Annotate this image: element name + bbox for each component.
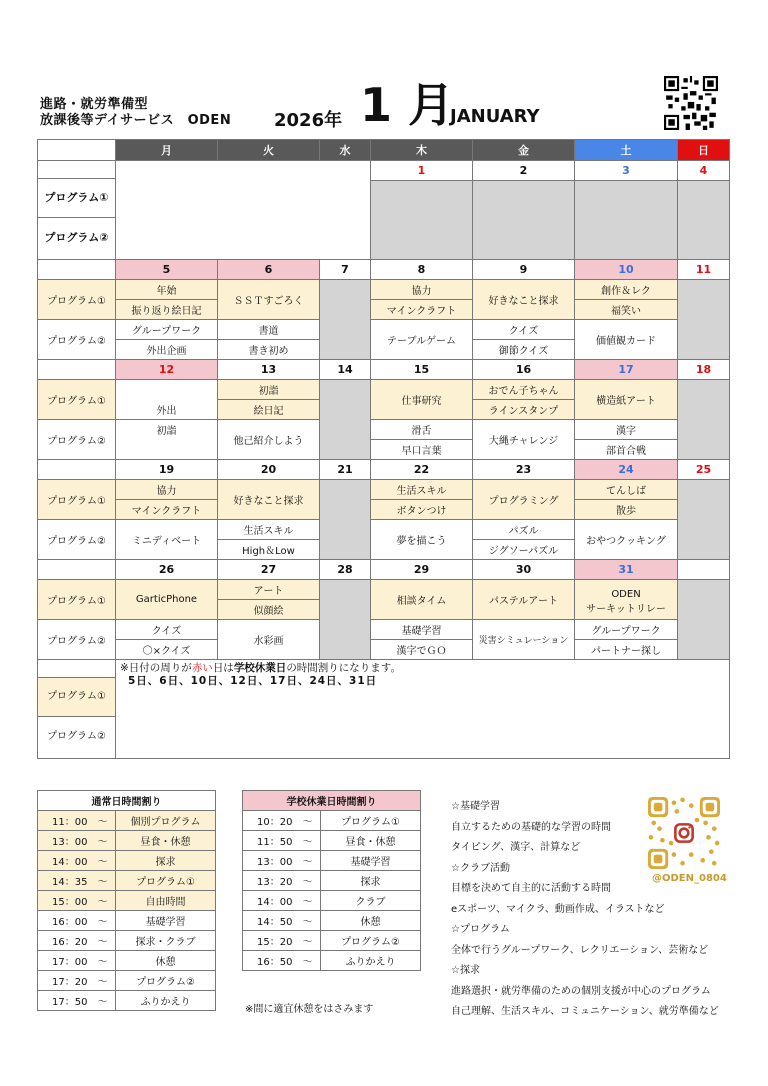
- break-note: ※間に適宜休憩をはさみます: [245, 1004, 374, 1015]
- program-item: ＳＳＴすごろく: [218, 280, 320, 320]
- program-item: ラインスタンプ: [473, 400, 575, 420]
- program-item: ミニディベート: [116, 520, 218, 560]
- program-item: 部首合戦: [575, 440, 678, 460]
- club-desc-2: eスポーツ、マイクラ、動画作成、イラストなど: [451, 903, 665, 915]
- note-prefix: ※日付の周りが: [120, 662, 192, 674]
- weekday-mon: 月: [116, 140, 218, 161]
- program-item: 仕事研究: [371, 380, 473, 420]
- weekday-fri: 金: [473, 140, 575, 161]
- program-item: 価値観カード: [575, 320, 678, 360]
- date-24: 24: [575, 460, 678, 480]
- program-item: GarticPhone: [116, 580, 218, 620]
- instagram-handle: @ODEN_0804: [652, 873, 727, 884]
- schedule-time: 17：50 ～: [38, 991, 116, 1011]
- weekday-header-row: [38, 140, 730, 161]
- week3-program2-label: プログラム②: [38, 420, 116, 460]
- week4-program1-label: プログラム①: [38, 480, 116, 520]
- week4-date-row: [38, 460, 730, 480]
- program-item: 振り返り絵日記: [116, 300, 218, 320]
- program-item: パートナー探し: [575, 640, 678, 660]
- schedule-time: 13：00 ～: [38, 831, 116, 851]
- normal-day-schedule: [37, 790, 216, 1011]
- schedule-item: ふりかえり: [321, 951, 421, 971]
- org-line-1: 進路・就労準備型: [40, 97, 149, 112]
- inquiry-desc-2: 自己理解、生活スキル、コミュニケーション、就労準備など: [451, 1006, 719, 1017]
- schedule-item: 基礎学習: [321, 851, 421, 871]
- program-item: 災害シミュレーション: [473, 620, 575, 660]
- week2-program2-label: プログラム②: [38, 320, 116, 360]
- program-item: 漢字でＧＯ: [371, 640, 473, 660]
- program-item: 創作＆レク: [575, 280, 678, 300]
- schedule-row: [38, 971, 216, 991]
- basic-desc-2: タイピング、漢字、計算など: [451, 842, 581, 853]
- schedule-item: プログラム①: [116, 871, 216, 891]
- schedule-time: 17：20 ～: [38, 971, 116, 991]
- schedule-time: 14：50 ～: [243, 911, 321, 931]
- date-7: 7: [320, 260, 371, 280]
- schedule-item: 休憩: [321, 911, 421, 931]
- week1-program1-label: プログラム①: [38, 179, 115, 218]
- org-line-2: 放課後等デイサービス ODEN: [40, 113, 232, 128]
- program-item: おやつクッキング: [575, 520, 678, 560]
- program-item: 年始: [116, 280, 218, 300]
- program-item: 好きなこと探求: [473, 280, 575, 320]
- schedule-time: 17：00 ～: [38, 951, 116, 971]
- basic-title: ☆基礎学習: [451, 801, 500, 812]
- week5-program1-label: プログラム①: [38, 580, 116, 620]
- note-suffix: の時間割りになります。: [286, 662, 401, 674]
- program-item: 書き初め: [218, 340, 320, 360]
- date-23: 23: [473, 460, 575, 480]
- program-desc-1: 全体で行うグループワーク、レクリエーション、芸術など: [451, 944, 709, 956]
- schedule-row: [38, 831, 216, 851]
- schedule-time: 13：20 ～: [243, 871, 321, 891]
- schedule-row: [243, 851, 421, 871]
- date-13: 13: [218, 360, 320, 380]
- corner-cell: [38, 140, 116, 161]
- schedule-item: ふりかえり: [116, 991, 216, 1011]
- program-item: 外出: [116, 380, 218, 420]
- schedule-item: プログラム②: [116, 971, 216, 991]
- program-item: ジグソーパズル: [473, 540, 575, 560]
- weekday-tue: 火: [218, 140, 320, 161]
- date-3: 3: [575, 161, 678, 181]
- schedule-item: 昼食・休憩: [116, 831, 216, 851]
- program-item: 絵日記: [218, 400, 320, 420]
- program-title: ☆プログラム: [451, 924, 510, 935]
- program-item: 早口言葉: [371, 440, 473, 460]
- schedule-time: 14：00 ～: [243, 891, 321, 911]
- schedule-row: [38, 991, 216, 1011]
- schedule-row: [38, 911, 216, 931]
- club-desc-1: 目標を決めて自主的に活動する時間: [451, 883, 611, 894]
- date-28: 28: [320, 560, 371, 580]
- date-9: 9: [473, 260, 575, 280]
- program-item: マインクラフト: [116, 500, 218, 520]
- program-item: 生活スキル: [218, 520, 320, 540]
- date-2: 2: [473, 161, 575, 181]
- date-21: 21: [320, 460, 371, 480]
- schedule-time: 13：00 ～: [243, 851, 321, 871]
- program-item: 横造紙アート: [575, 380, 678, 420]
- program-item: 散歩: [575, 500, 678, 520]
- date-4: 4: [678, 161, 730, 181]
- program-item: 似顔絵: [218, 600, 320, 620]
- inquiry-title: ☆探求: [451, 965, 480, 976]
- week6-program2-label: プログラム②: [47, 731, 106, 742]
- instagram-qr-code-icon: [648, 797, 720, 869]
- program-item: グループワーク: [575, 620, 678, 640]
- week5-program2-label: プログラム②: [38, 620, 116, 660]
- program-item: 基礎学習: [371, 620, 473, 640]
- date-19: 19: [116, 460, 218, 480]
- weekday-sat: 土: [575, 140, 678, 161]
- date-16: 16: [473, 360, 575, 380]
- week2-date-row: [38, 260, 730, 280]
- schedule-row: [243, 911, 421, 931]
- date-20: 20: [218, 460, 320, 480]
- program-item: 滑舌: [371, 420, 473, 440]
- schedule-time: 11：00 ～: [38, 811, 116, 831]
- schedule-row: [38, 891, 216, 911]
- schedule-item: 昼食・休憩: [321, 831, 421, 851]
- program-item: 御節クイズ: [473, 340, 575, 360]
- holiday-note: [116, 660, 730, 759]
- program-item: 相談タイム: [371, 580, 473, 620]
- schedule-item: 探求: [321, 871, 421, 891]
- schedule-time: 15：20 ～: [243, 931, 321, 951]
- schedule-item: 個別プログラム: [116, 811, 216, 831]
- schedule-time: 14：35 ～: [38, 871, 116, 891]
- week1-program-labels: [38, 161, 116, 260]
- schedule-time: 10：20 ～: [243, 811, 321, 831]
- schedule-row: [243, 811, 421, 831]
- date-29: 29: [371, 560, 473, 580]
- schedule-time: 11：50 ～: [243, 831, 321, 851]
- schedule-item: 自由時間: [116, 891, 216, 911]
- program-item: プログラミング: [473, 480, 575, 520]
- schedule-row: [243, 871, 421, 891]
- date-12: 12: [116, 360, 218, 380]
- week1-date-row: [38, 161, 730, 181]
- program-item: マインクラフト: [371, 300, 473, 320]
- club-title: ☆クラブ活動: [451, 862, 510, 874]
- schedule-time: 15：00 ～: [38, 891, 116, 911]
- date-25: 25: [678, 460, 730, 480]
- program-item: High＆Low: [218, 540, 320, 560]
- date-31: 31: [575, 560, 678, 580]
- program-item: ODEN: [575, 580, 678, 600]
- date-14: 14: [320, 360, 371, 380]
- inquiry-desc-1: 進路選択・就労準備のための個別支援が中心のプログラム: [451, 985, 711, 997]
- weekday-sun: 日: [678, 140, 730, 161]
- program-item: 協力: [371, 280, 473, 300]
- program-item: 大縄チャレンジ: [473, 420, 575, 460]
- schedule-row: [38, 871, 216, 891]
- schedule-item: 探求: [116, 851, 216, 871]
- date-22: 22: [371, 460, 473, 480]
- date-6: 6: [218, 260, 320, 280]
- program-item: サーキットリレー: [575, 600, 678, 620]
- qr-code-icon: [664, 76, 718, 130]
- week3-program1-label: プログラム①: [38, 380, 116, 420]
- program-item: パステルアート: [473, 580, 575, 620]
- note-middle: 日は: [212, 662, 234, 674]
- week4-program2-label: プログラム②: [38, 520, 116, 560]
- program-item: パズル: [473, 520, 575, 540]
- schedule-row: [38, 931, 216, 951]
- note-red-word: 赤い: [191, 662, 213, 674]
- schedule-item: 基礎学習: [116, 911, 216, 931]
- date-26: 26: [116, 560, 218, 580]
- note-dates: 5日、6日、10日、12日、17日、24日、31日: [128, 675, 378, 687]
- note-bold: 学校休業日: [233, 662, 287, 674]
- schedule-row: [38, 811, 216, 831]
- date-18: 18: [678, 360, 730, 380]
- weekday-thu: 木: [371, 140, 473, 161]
- schedule-item: クラブ: [321, 891, 421, 911]
- schedule-row: [243, 931, 421, 951]
- schedule-time: 14：00 ～: [38, 851, 116, 871]
- program-item: 生活スキル: [371, 480, 473, 500]
- program-item: 初詣: [218, 380, 320, 400]
- week1-empty-cells: [116, 161, 371, 260]
- holiday-schedule: [242, 790, 421, 971]
- week6-program-labels: [38, 660, 116, 759]
- program-item: 外出企画: [116, 340, 218, 360]
- week3-date-row: [38, 360, 730, 380]
- program-item: 水彩画: [218, 620, 320, 660]
- month-english-label: JANUARY: [450, 106, 540, 127]
- date-17: 17: [575, 360, 678, 380]
- weekday-wed: 水: [320, 140, 371, 161]
- month-label: 1 月: [360, 78, 455, 132]
- program-item: クイズ: [116, 620, 218, 640]
- program-item: アート: [218, 580, 320, 600]
- date-5: 5: [116, 260, 218, 280]
- schedule-row: [243, 951, 421, 971]
- program-item: ボタンつけ: [371, 500, 473, 520]
- program-item: グループワーク: [116, 320, 218, 340]
- program-item: 好きなこと探求: [218, 480, 320, 520]
- date-15: 15: [371, 360, 473, 380]
- date-27: 27: [218, 560, 320, 580]
- week2-program1-label: プログラム①: [38, 280, 116, 320]
- program-item: 協力: [116, 480, 218, 500]
- program-item: テーブルゲーム: [371, 320, 473, 360]
- date-1: 1: [371, 161, 473, 181]
- year-label: 2026年: [274, 110, 343, 131]
- program-item: 福笑い: [575, 300, 678, 320]
- schedule-item: 探求・クラブ: [116, 931, 216, 951]
- program-item: 〇×クイズ: [116, 640, 218, 660]
- schedule-time: 16：00 ～: [38, 911, 116, 931]
- program-item: クイズ: [473, 320, 575, 340]
- week1-program2-label: プログラム②: [44, 231, 109, 244]
- program-item: 他己紹介しよう: [218, 420, 320, 460]
- program-item: 書道: [218, 320, 320, 340]
- program-item: おでん子ちゃん: [473, 380, 575, 400]
- schedule-item: プログラム①: [321, 811, 421, 831]
- date-30: 30: [473, 560, 575, 580]
- schedule-time: 16：20 ～: [38, 931, 116, 951]
- organization-name: [40, 97, 231, 129]
- schedule-row: [243, 891, 421, 911]
- holiday-schedule-title: 学校休業日時間割り: [243, 791, 421, 811]
- schedule-item: 休憩: [116, 951, 216, 971]
- date-10: 10: [575, 260, 678, 280]
- date-11: 11: [678, 260, 730, 280]
- program-item: てんしば: [575, 480, 678, 500]
- basic-desc-1: 自立するための基礎的な学習の時間: [451, 821, 611, 833]
- date-8: 8: [371, 260, 473, 280]
- week5-date-row: [38, 560, 730, 580]
- monthly-calendar: [37, 139, 730, 759]
- schedule-item: プログラム②: [321, 931, 421, 951]
- normal-schedule-title: 通常日時間割り: [38, 791, 216, 811]
- schedule-time: 16：50 ～: [243, 951, 321, 971]
- week6-program1-label: プログラム①: [38, 678, 115, 717]
- schedule-row: [243, 831, 421, 851]
- program-item: 漢字: [575, 420, 678, 440]
- schedule-row: [38, 851, 216, 871]
- program-item: 夢を描こう: [371, 520, 473, 560]
- schedule-row: [38, 951, 216, 971]
- program-item: 初詣: [116, 420, 218, 460]
